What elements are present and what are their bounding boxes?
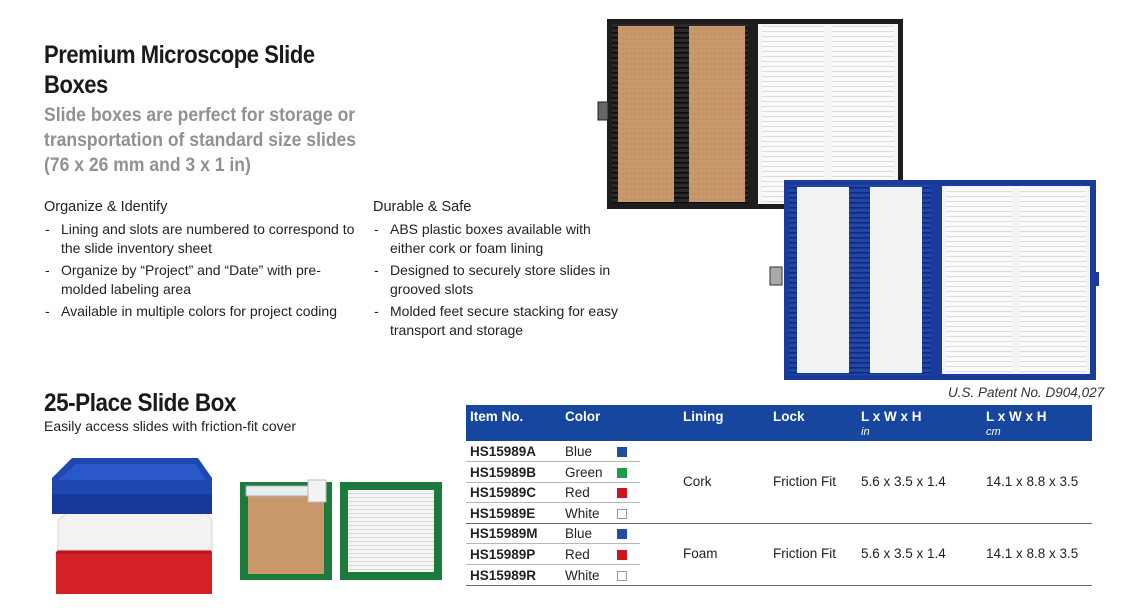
item-number: HS15989M (470, 526, 538, 542)
table-row (466, 523, 1092, 544)
feature-text: Molded feet secure stacking for easy transport and storage (390, 303, 619, 338)
page-subtitle: Slide boxes are perfect for storage or transportation of standard size slides (76 x 26 mm and 3 x 1 in) (44, 104, 357, 176)
feature-list (373, 220, 625, 340)
feature-item: - Organize by “Project” and “Date” with pre-molded labeling area (45, 262, 321, 297)
group-lock: Friction Fit (773, 474, 837, 489)
group-dims-cm: 14.1 x 8.8 x 3.5 (986, 474, 1079, 489)
green-box-cork (240, 480, 332, 580)
feature-text: Designed to securely store slides in grooved slots (390, 262, 611, 297)
product-photo-100-place-boxes (590, 12, 1110, 387)
header-color: Color (565, 409, 601, 424)
item-number: HS15989R (470, 567, 537, 583)
product-table (466, 405, 1092, 585)
feature-text: Available in multiple colors for project coding (61, 303, 337, 319)
item-number: HS15989C (470, 485, 537, 501)
header-unit-in: in (861, 426, 870, 438)
header-dims-in: L x W x H (861, 409, 922, 424)
item-number: HS15989P (470, 546, 536, 562)
feature-text: Lining and slots are numbered to correspond to the slide inventory sheet (61, 221, 355, 256)
group-lock: Friction Fit (773, 546, 837, 561)
feature-heading: Organize & Identify (44, 199, 168, 215)
product-photo-25-place-boxes (48, 450, 448, 610)
color-swatch (617, 571, 627, 581)
feature-item: - Available in multiple colors for project coding (45, 303, 337, 319)
color-swatch (617, 447, 627, 457)
header-lining: Lining (683, 409, 724, 424)
feature-text: ABS plastic boxes available with either cork or foam lining (390, 221, 591, 256)
group-lining: Foam (683, 546, 718, 561)
color-name: Red (565, 546, 590, 562)
green-box-open (340, 482, 442, 580)
group-lining: Cork (683, 474, 712, 489)
color-name: Blue (565, 526, 593, 542)
feature-text: Organize by “Project” and “Date” with pre-molded labeling area (61, 262, 321, 297)
feature-list (44, 220, 362, 321)
feature-item: - Molded feet secure stacking for easy transport and storage (374, 303, 619, 338)
section-title: 25-Place Slide Box (44, 389, 236, 417)
header-unit-cm: cm (986, 426, 1001, 438)
color-name: White (565, 505, 600, 521)
header-dims-cm: L x W x H (986, 409, 1047, 424)
color-name: Blue (565, 444, 593, 459)
color-swatch (617, 550, 627, 560)
feature-item: - ABS plastic boxes available with either cork or foam lining (374, 221, 591, 256)
feature-column-organize (44, 199, 362, 324)
item-number: HS15989B (470, 464, 537, 480)
page-title: Premium Microscope Slide Boxes (44, 41, 315, 99)
table-row (466, 441, 1092, 462)
header-item: Item No. (470, 409, 524, 424)
color-swatch (617, 509, 627, 519)
patent-note: U.S. Patent No. D904,027 (948, 385, 1105, 400)
color-swatch (617, 468, 627, 478)
item-number: HS15989E (470, 505, 536, 521)
stacked-boxes (52, 458, 212, 594)
table-row (466, 503, 1092, 524)
feature-heading: Durable & Safe (373, 199, 472, 215)
table-row (466, 565, 1092, 586)
color-swatch (617, 529, 627, 539)
color-name: Green (565, 464, 603, 480)
table-header (466, 405, 1092, 441)
color-name: Red (565, 485, 590, 501)
group-dims-in: 5.6 x 3.5 x 1.4 (861, 474, 946, 489)
group-dims-cm: 14.1 x 8.8 x 3.5 (986, 546, 1079, 561)
feature-item: - Lining and slots are numbered to correspond to the slide inventory sheet (45, 221, 355, 256)
feature-item: - Designed to securely store slides in grooved slots (374, 262, 611, 297)
section-subtitle: Easily access slides with friction-fit cover (44, 418, 297, 434)
group-dims-in: 5.6 x 3.5 x 1.4 (861, 546, 946, 561)
item-number: HS15989A (470, 444, 537, 459)
blue-slide-box (770, 180, 1099, 380)
color-swatch (617, 488, 627, 498)
color-name: White (565, 567, 600, 583)
feature-column-durable (373, 199, 625, 343)
header-lock: Lock (773, 409, 805, 424)
